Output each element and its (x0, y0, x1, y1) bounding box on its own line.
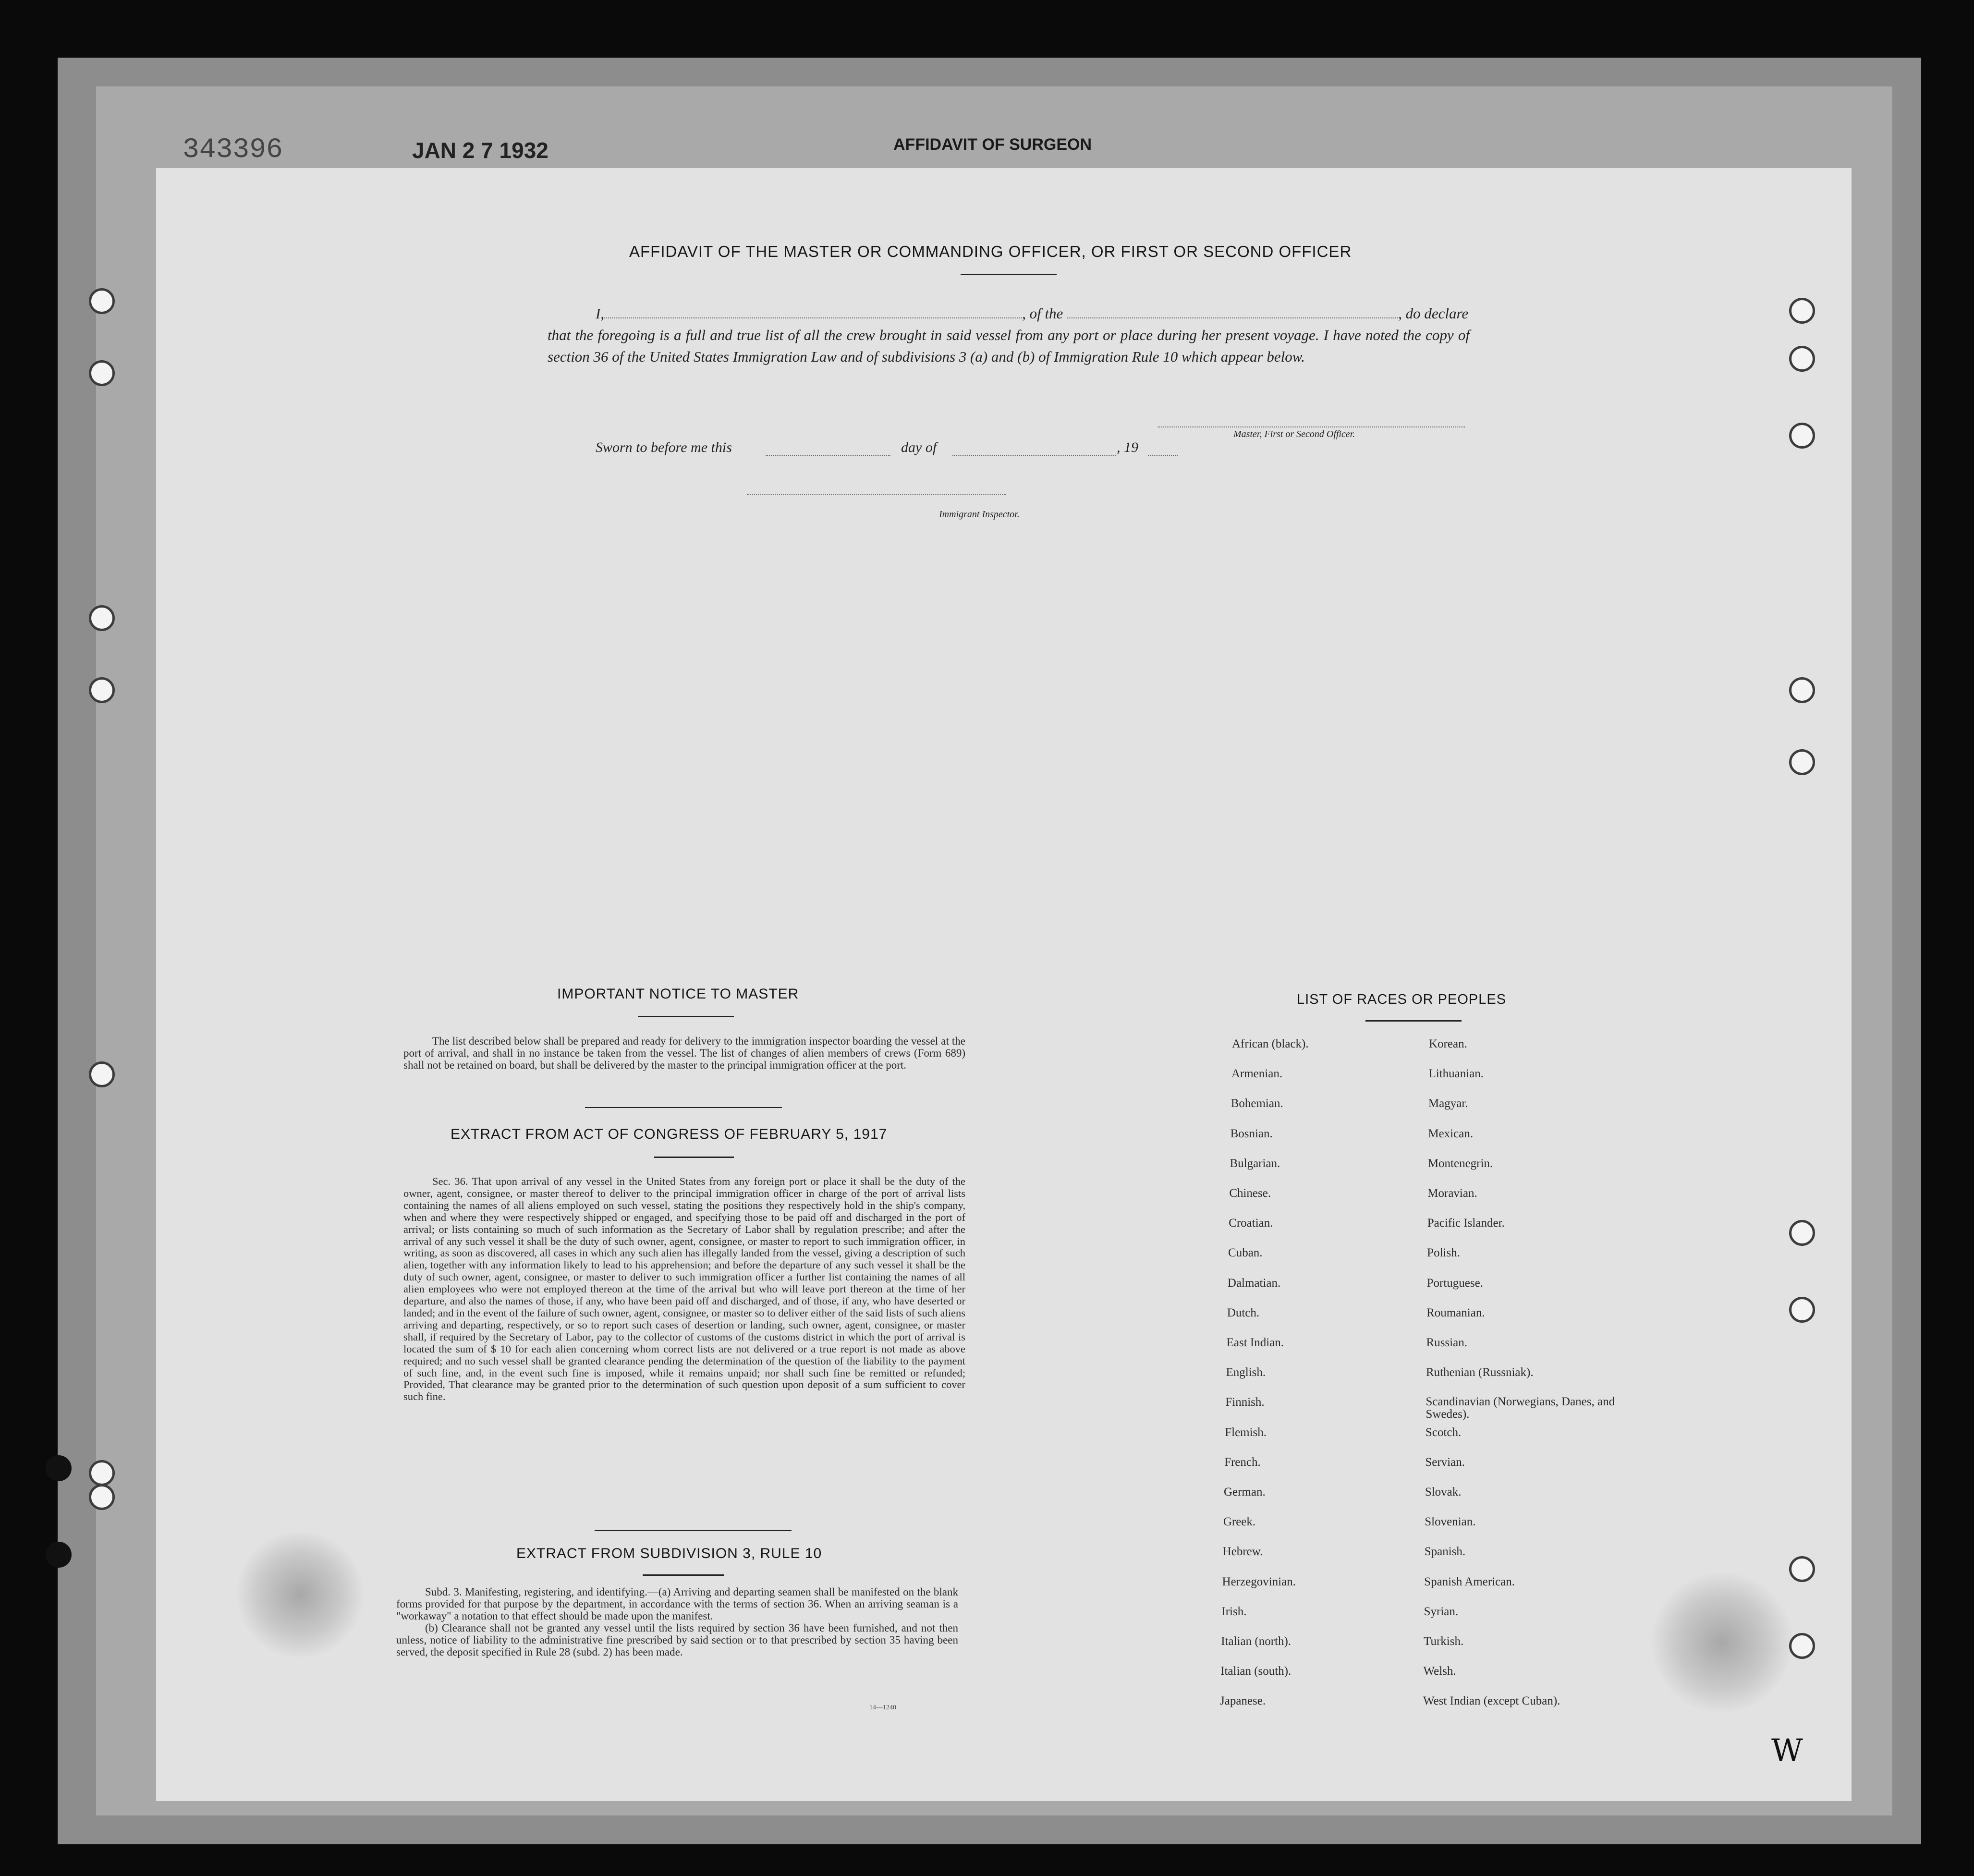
race-entry-right: Magyar. (1428, 1097, 1468, 1110)
inspector-signature-line[interactable] (747, 494, 1006, 495)
race-entry-left: French. (1224, 1455, 1261, 1469)
race-entry-right: Korean. (1429, 1037, 1467, 1050)
race-entry-left: East Indian. (1226, 1336, 1284, 1349)
race-entry-right: Pacific Islander. (1427, 1217, 1505, 1230)
race-entry-left: Finnish. (1225, 1396, 1265, 1409)
divider (595, 1530, 792, 1531)
race-entry-right: Moravian. (1427, 1187, 1477, 1200)
divider (585, 1107, 782, 1108)
race-entry-right: Spanish. (1424, 1545, 1466, 1559)
race-entry-left: Irish. (1221, 1605, 1247, 1618)
race-entry-right: Portuguese. (1426, 1276, 1483, 1290)
race-entry-left: English. (1226, 1366, 1266, 1379)
rule-extract-text: Subd. 3. Manifesting, registering, and identifying.—(a) Arriving and departing seamen shall be manifested on the blank forms provided for that purpose by the department, in accordance with the terms of section 36. When an arriving seaman is a "workaway" a notation to that effect should be made upon the manifest. (b) Clearance shall not be granted any vessel until the lists required by section 36 have been furnished, and not then unless, notice of liability to the administrative fine prescribed by said section or to that prescribed by section 35 having been served, the deposit specified in Rule 28 (subd. 2) has been made. (396, 1586, 958, 1658)
i-label: I, (596, 305, 605, 322)
race-entry-right: Montenegrin. (1427, 1157, 1493, 1170)
punch-hole (46, 1455, 72, 1481)
title-underline (961, 274, 1057, 275)
main-form-sheet (156, 168, 1852, 1801)
race-entry-left: Hebrew. (1222, 1545, 1263, 1559)
do-declare-label: , do declare (1398, 305, 1469, 322)
race-entry-left: German. (1223, 1486, 1266, 1498)
ink-stamp-right (1650, 1571, 1794, 1715)
race-entry-left: Cuban. (1228, 1246, 1263, 1260)
race-entry-left: Bohemian. (1231, 1097, 1283, 1110)
date-stamp: JAN 2 7 1932 (412, 138, 548, 163)
race-entry-right: Ruthenian (Russniak). (1426, 1366, 1534, 1379)
rule-underline (643, 1574, 724, 1576)
race-entry-right: Mexican. (1428, 1127, 1474, 1140)
affidavit-title: AFFIDAVIT OF THE MASTER OR COMMANDING OFFICER, OR FIRST OR SECOND OFFICER (629, 243, 1352, 260)
back-page-title: AFFIDAVIT OF SURGEON (893, 135, 1092, 154)
punch-hole (1789, 346, 1815, 372)
race-entry-left: Italian (south). (1220, 1665, 1292, 1678)
races-title: LIST OF RACES OR PEOPLES (1297, 992, 1507, 1007)
race-entry-left: Herzegovinian. (1222, 1575, 1296, 1588)
punch-hole (46, 1542, 72, 1568)
race-entry-right: Russian. (1426, 1336, 1467, 1349)
declaration-text: that the foregoing is a full and true list of all the crew brought in said vessel from any port or place during her present voyage. I have noted the copy of section 36 of the United States Immigration Law and of subdivisions 3 (a) and (b) of Immigration Rule 10 which appear below. (548, 327, 1470, 365)
sworn-year-field[interactable] (1148, 455, 1178, 456)
inspector-caption: Immigrant Inspector. (939, 509, 1020, 520)
officer-name-field[interactable] (604, 305, 1022, 318)
punch-hole (1789, 1220, 1815, 1246)
punch-hole (1789, 677, 1815, 703)
race-entry-right: Scandinavian (Norwegians, Danes, and Swedes). (1426, 1395, 1615, 1421)
race-entry-left: Chinese. (1229, 1187, 1271, 1200)
punch-hole (1789, 423, 1815, 449)
sworn-day-field[interactable] (766, 455, 890, 456)
punch-hole (89, 677, 115, 703)
punch-hole (1789, 749, 1815, 775)
notice-underline (638, 1016, 734, 1017)
year-label: , 19 (1117, 439, 1138, 455)
register-number-stamp: 343396 (183, 134, 283, 166)
act-extract-text: Sec. 36. That upon arrival of any vessel in the United States from any foreign port or place it shall be the duty of the owner, agent, consignee, or master thereof to deliver to the principal immigration officer in charge of the port of arrival lists containing the names of all aliens employed on such vessel, stating the positions they respectively hold in the ship's company, when and where they were respectively shipped or engaged, and specifying those to be paid off and discharged in the port of arrival; or lists containing so much of such information as the Secretary of Labor shall by regulation prescribe; and after the arrival of any such vessel it shall be the duty of such owner, agent, consignee, or master to report to such immigration officer, in writing, as soon as discovered, all cases in which any such alien has illegally landed from the vessel, giving a description of such alien, together with any information likely to lead to his apprehension; and before the departure of any such vessel it shall be the duty of such owner, agent, consignee, or master to deliver to such immigration officer a further list containing the names of all alien employees who were not employed thereon at the time of the arrival but who will leave port thereon at the time of her departure, and also the names of those, if any, who have been paid off and discharged, and of those, if any, who have deserted or landed; and in the event of the failure of such owner, agent, consignee, or master so to deliver either of the said lists of such aliens arriving and departing, respectively, or so to report such cases of desertion or landing, such owner, agent, consignee, or master shall, if required by the Secretary of Labor, pay to the collector of customs of the customs district in which the port of arrival is located the sum of $ 10 for each alien concerning whom correct lists are not delivered or a true report is not made as above required; and no such vessel shall be granted clearance pending the determination of the question of the liability to the payment of such fine, and, in the event such fine is imposed, while it remains unpaid; nor shall such fine be remitted or refunded; Provided, That clearance may be granted prior to the determination of such question upon deposit of a sum sufficient to cover such fine. (403, 1175, 965, 1403)
ink-stamp-left (233, 1532, 367, 1657)
race-entry-left: Flemish. (1225, 1425, 1267, 1439)
of-the-label: , of the (1022, 305, 1063, 322)
declaration-fill-line (548, 303, 1470, 324)
race-entry-left: Greek. (1223, 1515, 1256, 1529)
notice-title: IMPORTANT NOTICE TO MASTER (557, 986, 799, 1002)
act-underline (654, 1157, 734, 1158)
race-entry-right: Slovenian. (1425, 1515, 1476, 1529)
races-underline (1365, 1020, 1462, 1022)
punch-hole (1789, 1297, 1815, 1323)
sworn-label: Sworn to before me this (596, 439, 732, 455)
sworn-month-field[interactable] (952, 455, 1116, 456)
signature-caption: Master, First or Second Officer. (1233, 429, 1355, 439)
punch-hole (89, 605, 115, 631)
punch-hole (1789, 1556, 1815, 1582)
race-entry-left: Croatian. (1229, 1217, 1273, 1230)
race-entry-right: Polish. (1427, 1246, 1460, 1260)
race-entry-right: West Indian (except Cuban). (1423, 1694, 1560, 1708)
day-of-label: day of (901, 439, 937, 455)
race-entry-left: Japanese. (1220, 1694, 1266, 1708)
race-entry-left: Dalmatian. (1227, 1276, 1281, 1290)
punch-hole (89, 360, 115, 386)
race-entry-left: African (black). (1232, 1037, 1309, 1050)
declaration-block (548, 303, 1470, 367)
form-number: 14—1240 (869, 1704, 896, 1711)
race-entry-left: Armenian. (1231, 1067, 1283, 1081)
race-entry-left: Bulgarian. (1230, 1157, 1280, 1170)
punch-hole (89, 1460, 115, 1486)
punch-hole (89, 1484, 115, 1510)
race-entry-left: Bosnian. (1230, 1127, 1273, 1140)
vessel-name-field[interactable] (1067, 305, 1398, 318)
punch-hole (89, 288, 115, 314)
race-entry-right: Syrian. (1424, 1605, 1459, 1618)
master-signature-line[interactable] (1158, 426, 1465, 427)
rule-extract-title: EXTRACT FROM SUBDIVISION 3, RULE 10 (516, 1546, 822, 1561)
punch-hole (1789, 298, 1815, 324)
notice-text: The list described below shall be prepared and ready for delivery to the immigration inspector boarding the vessel at the port of arrival, and shall in no instance be taken from the vessel. The list of changes of alien members of crews (Form 689) shall not be retained on board, but shall be delivered by the master to the principal immigration officer at the port. (403, 1035, 965, 1071)
race-entry-left: Dutch. (1227, 1306, 1260, 1319)
race-entry-left: Italian (north). (1221, 1635, 1292, 1648)
handwritten-mark: W (1771, 1733, 1803, 1768)
race-entry-right: Slovak. (1425, 1486, 1462, 1498)
race-entry-right: Servian. (1425, 1455, 1465, 1469)
act-extract-title: EXTRACT FROM ACT OF CONGRESS OF FEBRUARY 5, 1917 (451, 1126, 888, 1142)
race-entry-right: Lithuanian. (1428, 1067, 1484, 1081)
race-entry-right: Turkish. (1424, 1635, 1464, 1648)
race-entry-right: Welsh. (1423, 1665, 1456, 1678)
race-entry-right: Spanish American. (1424, 1575, 1515, 1588)
punch-hole (89, 1061, 115, 1087)
race-entry-right: Roumanian. (1426, 1306, 1485, 1319)
race-entry-right: Scotch. (1425, 1425, 1462, 1439)
